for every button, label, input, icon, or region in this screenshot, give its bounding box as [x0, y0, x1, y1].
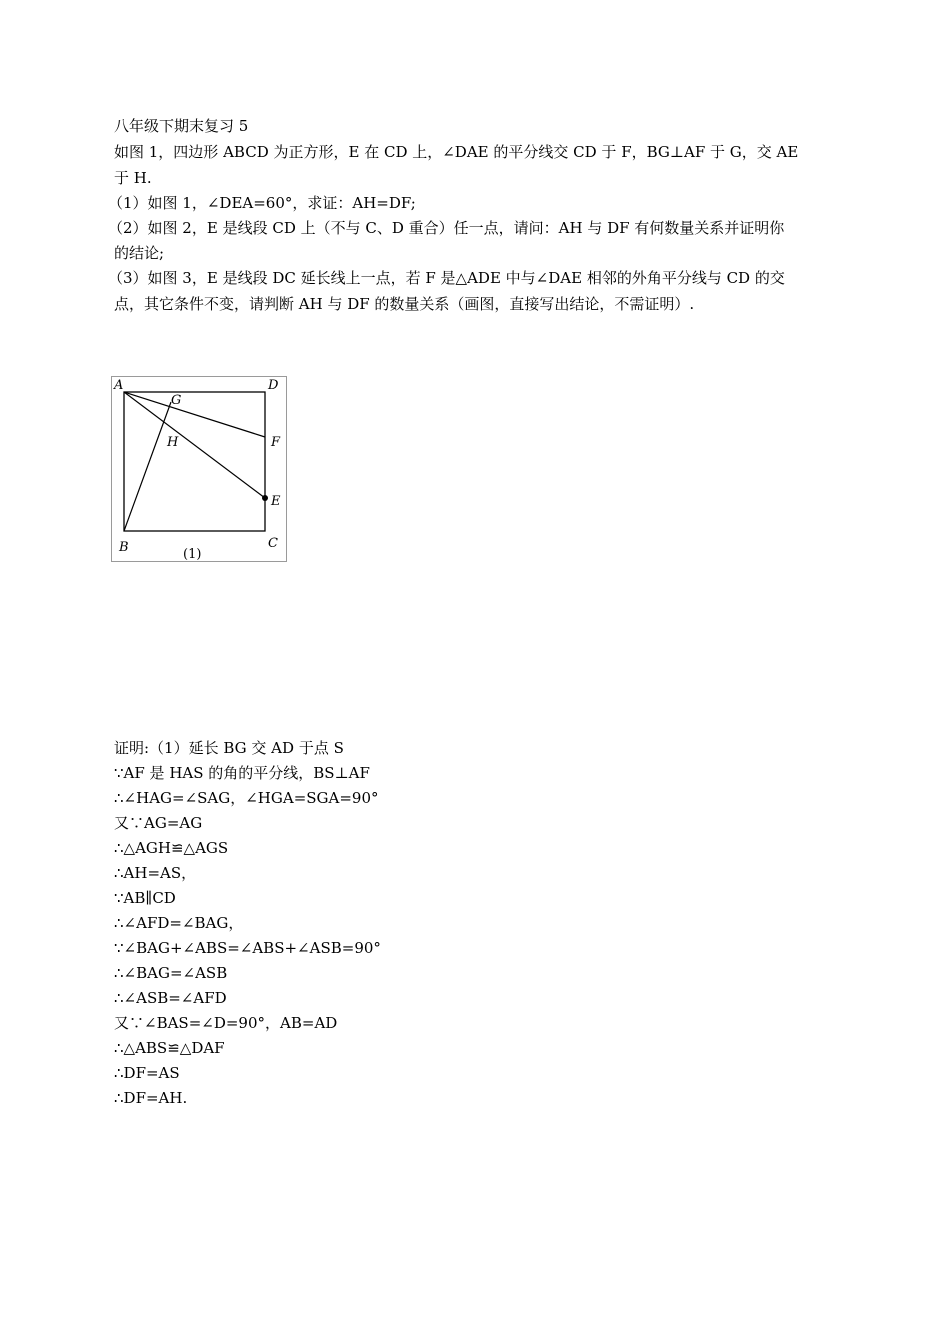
label-e: E — [271, 494, 281, 509]
problem-line: 如图 1，四边形 ABCD 为正方形，E 在 CD 上，∠DAE 的平分线交 CD 于 F，BG⊥AF 于 G，交 AE — [114, 143, 799, 161]
proof-line: ∴∠ASB=∠AFD — [114, 989, 227, 1007]
problem-line: （2）如图 2，E 是线段 CD 上（不与 C、D 重合）任一点，请问：AH 与 DF 有何数量关系并证明你 — [108, 219, 785, 237]
proof-line: 证明:（1）延长 BG 交 AD 于点 S — [114, 739, 344, 757]
label-a: A — [114, 378, 124, 393]
problem-line: （3）如图 3，E 是线段 DC 延长线上一点，若 F 是△ADE 中与∠DAE 相邻的外角平分线与 CD 的交 — [108, 269, 785, 287]
problem-line: 点，其它条件不变，请判断 AH 与 DF 的数量关系（画图，直接写出结论，不需证明）. — [114, 295, 695, 313]
proof-line: ∴△ABS≌△DAF — [114, 1039, 225, 1057]
proof-line: ∴△AGH≌△AGS — [114, 839, 229, 857]
proof-line: ∵AF 是 HAS 的角的平分线，BS⊥AF — [114, 764, 370, 782]
label-b: B — [119, 540, 129, 555]
proof-line: ∴AH=AS， — [114, 864, 197, 882]
proof-line: 又∵AG=AG — [114, 814, 203, 832]
geometry-figure — [111, 376, 287, 562]
label-f: F — [271, 435, 281, 450]
proof-line: ∵AB∥CD — [114, 889, 176, 907]
point-e — [262, 495, 268, 501]
proof-line: ∴∠HAG=∠SAG，∠HGA=SGA=90° — [114, 789, 379, 807]
problem-line: 的结论; — [114, 244, 165, 262]
label-d: D — [268, 378, 279, 393]
segment-bg — [124, 402, 171, 531]
proof-line: ∵∠BAG+∠ABS=∠ABS+∠ASB=90° — [114, 939, 381, 957]
square-abcd — [124, 392, 265, 531]
segment-ae — [124, 392, 265, 498]
proof-line: ∴∠BAG=∠ASB — [114, 964, 228, 982]
proof-line: ∴∠AFD=∠BAG， — [114, 914, 244, 932]
label-c: C — [268, 536, 278, 551]
label-h: H — [167, 435, 179, 450]
problem-line: 于 H. — [114, 169, 152, 187]
proof-line: ∴DF=AS — [114, 1064, 180, 1082]
figure-caption: (1) — [183, 547, 202, 562]
problem-line: （1）如图 1，∠DEA=60°，求证：AH=DF; — [108, 194, 416, 212]
label-g: G — [171, 393, 182, 408]
segment-af — [124, 392, 265, 437]
proof-line: 又∵∠BAS=∠D=90°，AB=AD — [114, 1014, 338, 1032]
doc-title: 八年级下期末复习 5 — [114, 117, 249, 135]
proof-line: ∴DF=AH. — [114, 1089, 188, 1107]
figure-frame — [112, 377, 287, 562]
